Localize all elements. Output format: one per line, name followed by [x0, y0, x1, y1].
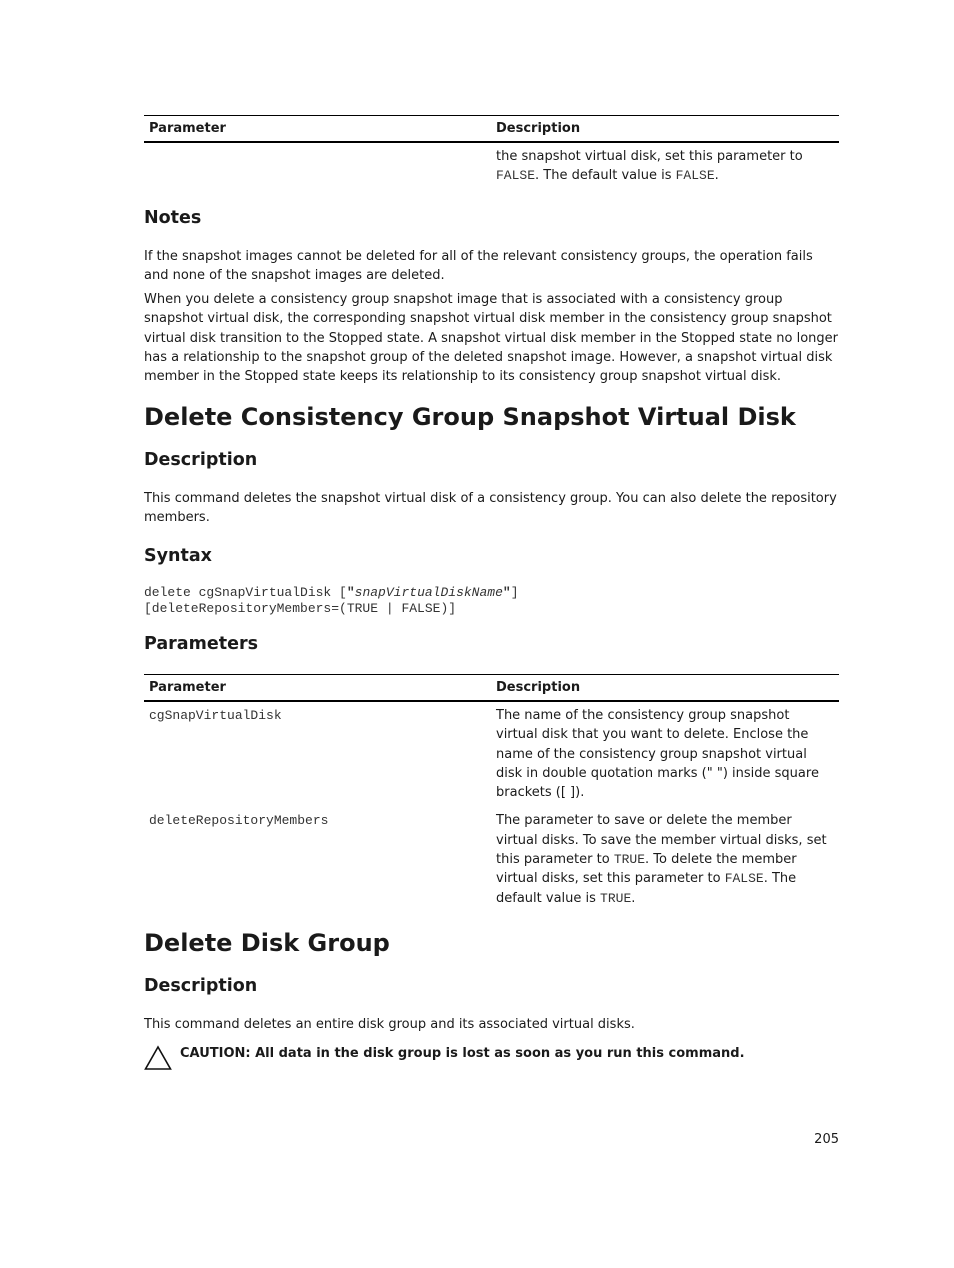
top-parameter-table — [144, 115, 839, 186]
table-header-parameter: Parameter — [144, 675, 491, 702]
notes-paragraph-2: When you delete a consistency group snapshot image that is associated with a consistency group snapshot virtual disk, the corresponding snapshot virtual disk member in the consistency group snapshot virtual disk transition to the Stopped state. A snapshot virtual disk member in the Stopped state no longer has a relationship to the snapshot group of the deleted snapshot image. However, a snapshot virtual disk member in the Stopped state keeps its relationship to its consistency group snapshot virtual disk. — [144, 292, 839, 385]
desc-cgSnapVirtualDisk: The name of the consistency group snapshot virtual disk that you want to delete. Enclose the name of the consistency group snapshot virtual disk in double quotation marks (" ") inside square brackets ([ ]). — [496, 708, 819, 801]
parameters-table — [144, 674, 839, 908]
section-title-delete-cg-snapshot-virtual-disk: Delete Consistency Group Snapshot Virtual Disk — [144, 403, 796, 431]
top-table-header-parameter: Parameter — [144, 116, 491, 143]
notes-paragraph-1: If the snapshot images cannot be deleted for all of the relevant consistency groups, the operation fails and none of the snapshot images are deleted. — [144, 249, 813, 284]
syntax-block: delete cgSnapVirtualDisk ["snapVirtualDiskName"] [deleteRepositoryMembers=(TRUE | FALSE)] — [144, 585, 519, 616]
syntax-heading: Syntax — [144, 546, 212, 566]
section-title-delete-disk-group: Delete Disk Group — [144, 929, 390, 957]
disk-group-description-heading: Description — [144, 976, 258, 996]
warning-triangle-icon — [144, 1045, 172, 1071]
top-table-header-description: Description — [491, 116, 839, 143]
description-heading: Description — [144, 450, 258, 470]
caution-text: CAUTION: All data in the disk group is lost as soon as you run this command. — [180, 1046, 745, 1061]
param-cgSnapVirtualDisk: cgSnapVirtualDisk — [149, 708, 282, 723]
page-number: 205 — [814, 1132, 839, 1147]
disk-group-description-text: This command deletes an entire disk group and its associated virtual disks. — [144, 1017, 635, 1032]
desc-deleteRepositoryMembers: The parameter to save or delete the member virtual disks. To save the member virtual disks, set this parameter to TRUE. To delete the member virtual disks, set this parameter to FALSE. The default value is TRUE. — [496, 813, 827, 906]
table-row — [144, 811, 839, 907]
table-row — [144, 701, 839, 811]
table-header-description: Description — [491, 675, 839, 702]
notes-heading: Notes — [144, 208, 202, 228]
top-table-row-description: the snapshot virtual disk, set this parameter to FALSE. The default value is FALSE. — [496, 149, 803, 184]
parameters-heading: Parameters — [144, 634, 258, 654]
description-text: This command deletes the snapshot virtual disk of a consistency group. You can also delete the repository members. — [144, 491, 837, 526]
table-row — [144, 142, 839, 186]
caution-note — [144, 1044, 745, 1071]
param-deleteRepositoryMembers: deleteRepositoryMembers — [149, 813, 329, 829]
